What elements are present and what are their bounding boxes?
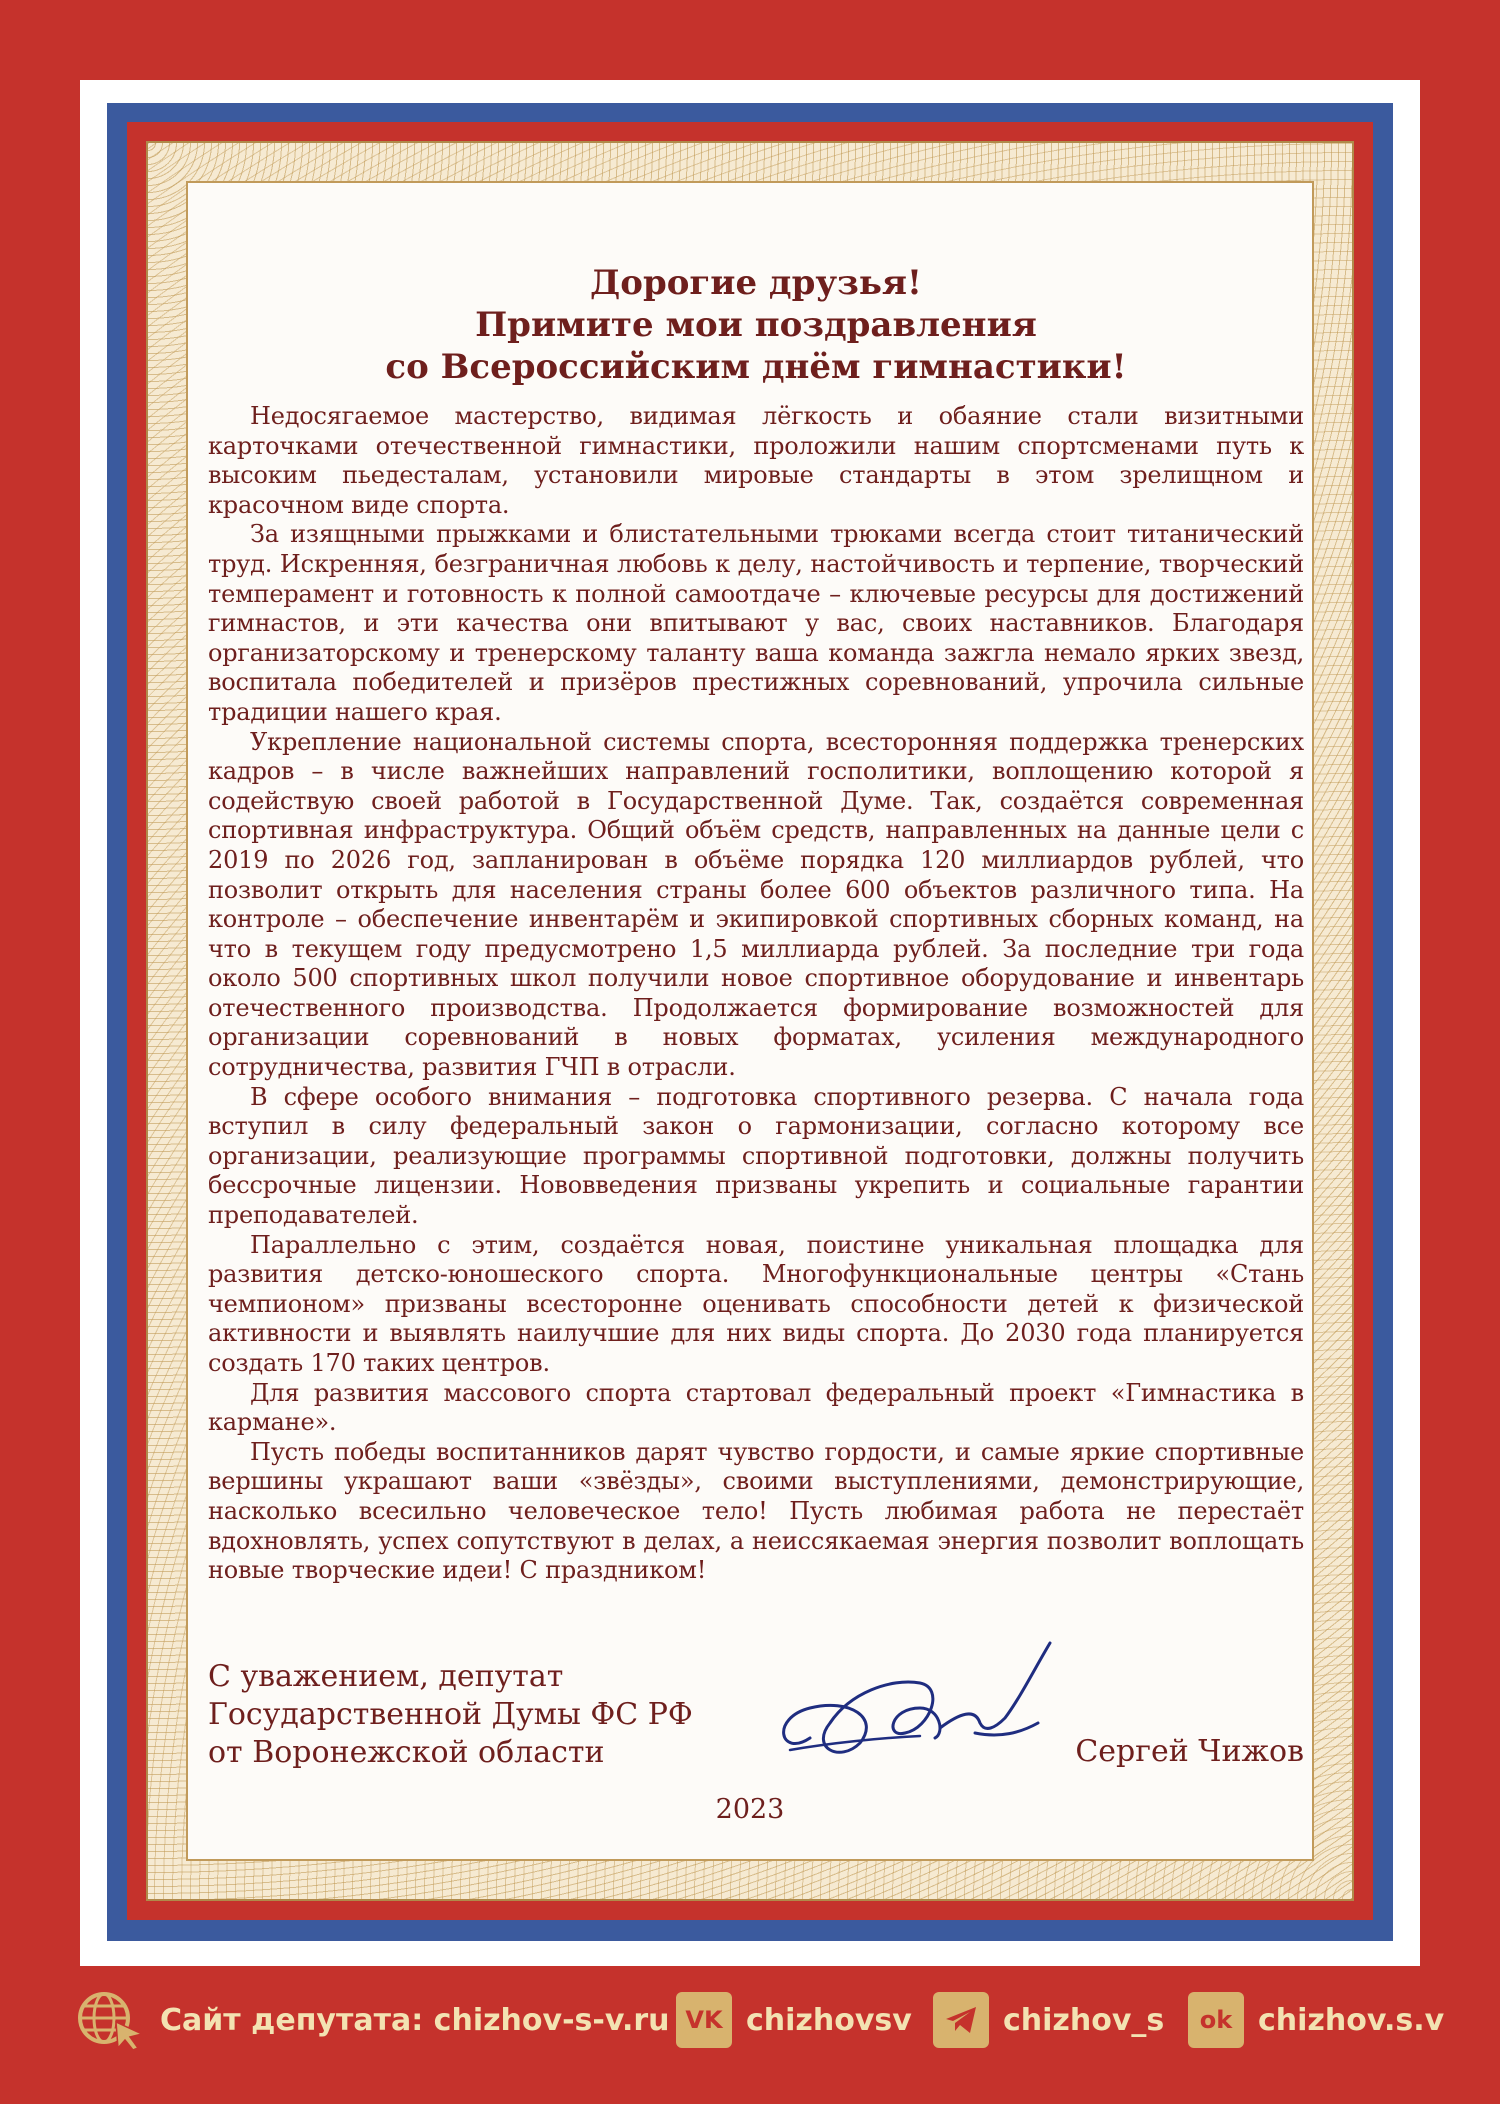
site-link[interactable]: Сайт депутата: chizhov-s-v.ru [160, 2002, 670, 2038]
heading-line-2: Примите мои поздравления [475, 305, 1037, 345]
paragraph-6: Для развития массового спорта стартовал федеральный проект «Гимнастика в кармане». [208, 1378, 1304, 1437]
footer-contacts [76, 1990, 1445, 2050]
letter-body [208, 402, 1304, 1586]
closing-block [208, 1658, 1304, 1808]
footer-telegram[interactable] [933, 1990, 1164, 2050]
closing-line-1: С уважением, депутат [208, 1659, 564, 1694]
paragraph-4: В сфере особого внимания – подготовка спортивного резерва. С начала года вступил в силу федеральный закон о гармонизации, согласно которому все организации, реализующие программы спортивной подготовки, должны получить бессрочные лицензии. Нововведения призваны укрепить и социальные гарантии преподавателей. [208, 1082, 1304, 1230]
vk-logo-icon [676, 1992, 732, 2048]
paragraph-1: Недосягаемое мастерство, видимая лёгкость и обаяние стали визитными карточками отечественной гимнастики, проложили нашим спортсменами путь к высоким пьедесталам, установили мировые стандарты в этом зрелищном и красочном виде спорта. [208, 402, 1304, 519]
paragraph-2: За изящными прыжками и блистательными трюками всегда стоит титанический труд. Искренняя, безграничная любовь к делу, настойчивость и терпение, творческий темперамент и готовность к полной самоотдаче – ключевые ресурсы для достижений гимнастов, и эти качества они впитывают у вас, своих наставников. Благодаря организаторскому и тренерскому таланту ваша команда зажгла немало ярких звезд, воспитала победителей и призёров престижных соревнований, упрочила сильные традиции нашего края. [208, 520, 1304, 726]
heading-line-3: со Всероссийским днём гимнастики! [385, 347, 1127, 387]
signer-name: Сергей Чижов [1075, 1734, 1304, 1769]
ok-badge-text: ok [1199, 2006, 1233, 2034]
vk-handle[interactable]: chizhovsv [746, 2002, 912, 2038]
closing-line-3: от Воронежской области [208, 1735, 605, 1770]
footer-ok[interactable] [1188, 1990, 1444, 2050]
footer-site[interactable] [76, 1990, 670, 2050]
telegram-handle[interactable]: chizhov_s [1003, 2002, 1165, 2038]
handwritten-signature [770, 1638, 1070, 1778]
paragraph-5: Параллельно с этим, создаётся новая, поистине уникальная площадка для развития детско-юношеского спорта. Многофункциональные центры «Стань чемпионом» призваны всесторонне оценивать способности детей к физической активности и выявлять наилучшие для них виды спорта. До 2030 года планируется создать 170 таких центров. [208, 1230, 1304, 1377]
letter-year: 2023 [715, 1794, 785, 1825]
paragraph-7: Пусть победы воспитанников дарят чувство гордости, и самые яркие спортивные вершины украшают ваши «звёзды», своими выступлениями, демонстрирующие, насколько всесильно человеческое тело! Пусть любимая работа не перестаёт вдохновлять, успех сопутствуют в делах, а неиссякаемая энергия позволит воплощать новые творческие идеи! С праздником! [208, 1437, 1304, 1585]
globe-cursor-icon [76, 1990, 146, 2050]
odnoklassniki-logo-icon [1188, 1992, 1244, 2048]
telegram-logo-icon [933, 1992, 989, 2048]
footer-vk[interactable] [676, 1990, 912, 2050]
telegram-plane-icon [944, 2005, 978, 2035]
letter-heading [208, 262, 1304, 388]
heading-line-1: Дорогие друзья! [590, 263, 922, 303]
closing-line-2: Государственной Думы ФС РФ [208, 1697, 693, 1732]
paragraph-3: Укрепление национальной системы спорта, всесторонняя поддержка тренерских кадров – в числе важнейших направлений госполитики, воплощению которой я содействую своей работой в Государственной Думе. Так, создаётся современная спортивная инфраструктура. Общий объём средств, направленных на данные цели с 2019 по 2026 год, запланирован в объёме порядка 120 миллиардов рублей, что позволит открыть для населения страны более 600 объектов различного типа. На контроле – обеспечение инвентарём и экипировкой спортивных сборных команд, на что в текущем году предусмотрено 1,5 миллиарда рублей. За последние три года около 500 спортивных школ получили новое спортивное оборудование и инвентарь отечественного производства. Продолжается формирование возможностей для организации соревнований в новых форматах, усиления международного сотрудничества, развития ГЧП в отрасли. [208, 727, 1304, 1082]
ok-handle[interactable]: chizhov.s.v [1258, 2002, 1445, 2038]
letter-content [208, 262, 1304, 1586]
vk-badge-text: VK [685, 2006, 723, 2034]
